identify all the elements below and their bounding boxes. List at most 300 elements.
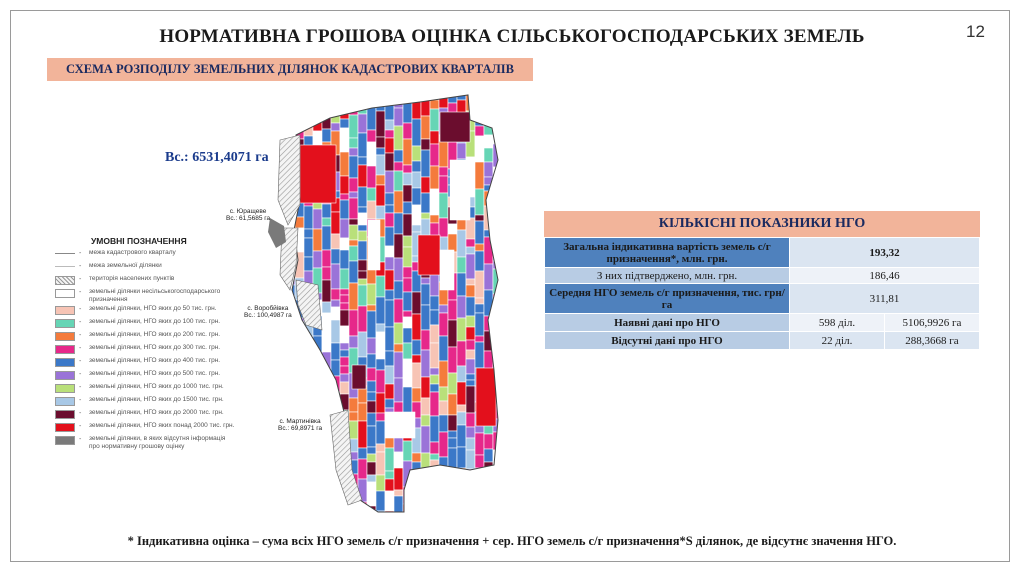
land-parcel (394, 436, 403, 452)
legend-swatch (55, 358, 75, 367)
land-parcel (448, 373, 457, 394)
land-parcel (322, 226, 331, 250)
land-parcel (340, 357, 349, 366)
land-parcel (475, 126, 484, 136)
legend-dash: - (79, 410, 82, 417)
legend-item (55, 344, 235, 355)
land-parcel (349, 178, 358, 192)
land-parcel (376, 324, 385, 332)
land-parcel (331, 477, 340, 496)
land-parcel (367, 338, 376, 354)
land-parcel (322, 267, 331, 280)
land-parcel (304, 485, 313, 501)
land-parcel (358, 459, 367, 479)
land-parcel (493, 105, 502, 120)
land-parcel (358, 165, 367, 187)
land-parcel (304, 367, 313, 377)
land-parcel (412, 355, 421, 363)
land-parcel (304, 440, 313, 460)
land-parcel (367, 392, 376, 401)
land-parcel (286, 389, 295, 398)
land-parcel (349, 225, 358, 240)
row-label: Загальна індикативна вартість земель с/г призначення*, млн. грн. (545, 238, 790, 268)
land-parcel (439, 92, 448, 108)
land-parcel (394, 281, 403, 299)
land-parcel (385, 193, 394, 205)
land-parcel (340, 295, 349, 303)
land-parcel (475, 215, 484, 221)
land-parcel (484, 449, 493, 462)
legend-label: межа кадастрового кварталу (89, 249, 176, 256)
land-parcel (331, 496, 340, 503)
land-parcel (376, 359, 385, 370)
land-parcel (286, 494, 295, 509)
land-parcel (403, 441, 412, 461)
table-row (545, 314, 980, 332)
legend-dash: - (79, 436, 82, 443)
legend-item (55, 370, 235, 381)
land-parcel (349, 246, 358, 261)
land-parcel (340, 238, 349, 250)
land-parcel (340, 303, 349, 310)
land-parcel (466, 247, 475, 254)
stats-table-panel (544, 211, 980, 350)
land-parcel (421, 92, 430, 116)
land-parcel (448, 415, 457, 431)
land-parcel (403, 123, 412, 139)
land-parcel (430, 296, 439, 310)
land-parcel (412, 292, 421, 314)
land-parcel (376, 148, 385, 155)
legend-item (55, 305, 235, 316)
land-parcel (394, 496, 403, 523)
land-parcel (394, 92, 403, 102)
land-parcel (367, 368, 376, 381)
row-label: Середня НГО земель с/г призначення, тис. грн/га (545, 284, 790, 314)
land-parcel (412, 225, 421, 232)
land-parcel (367, 311, 376, 338)
land-parcel (322, 338, 331, 352)
land-parcel (412, 92, 421, 102)
legend-swatch (55, 319, 75, 328)
land-parcel (484, 135, 493, 148)
land-parcel (430, 189, 439, 215)
legend-item (55, 331, 235, 342)
row-value: 193,32 (790, 238, 980, 268)
land-parcel (349, 261, 358, 283)
land-parcel (394, 171, 403, 191)
land-parcel (439, 482, 448, 501)
total-area-label: Вс.: 6531,4071 га (165, 150, 269, 165)
land-parcel (457, 296, 466, 318)
legend-label: земельні ділянки, НГО яких до 400 тис. грн. (89, 357, 221, 364)
land-parcel (457, 447, 466, 468)
land-parcel (367, 482, 376, 506)
legend-item (55, 435, 235, 450)
stats-table-header: КІЛЬКІСНІ ПОКАЗНИКИ НГО (544, 211, 980, 237)
land-parcel (439, 501, 448, 519)
land-parcel (340, 366, 349, 374)
land-parcel (412, 172, 421, 188)
land-parcel (322, 115, 331, 129)
legend-swatch (55, 276, 75, 285)
land-parcel (430, 131, 439, 144)
land-parcel (475, 244, 484, 251)
land-parcel (352, 365, 366, 389)
land-parcel (394, 468, 403, 490)
land-parcel (376, 511, 385, 533)
land-parcel (304, 92, 313, 103)
land-parcel (403, 311, 412, 317)
land-parcel (313, 463, 322, 487)
land-parcel (475, 136, 484, 162)
land-parcel (313, 209, 322, 229)
land-parcel (340, 310, 349, 326)
land-parcel (340, 194, 349, 200)
land-parcel (295, 397, 304, 404)
land-parcel (349, 240, 358, 246)
land-parcel (457, 412, 466, 425)
legend-swatch (55, 306, 75, 315)
land-parcel (304, 353, 313, 360)
legend-label: земельні ділянки, НГО яких до 300 тис. грн. (89, 344, 221, 351)
land-parcel (304, 460, 313, 485)
land-parcel (340, 219, 349, 238)
land-parcel (457, 491, 466, 497)
land-parcel (457, 230, 466, 257)
land-parcel (430, 472, 439, 495)
land-parcel (349, 421, 358, 439)
land-parcel (385, 227, 394, 246)
land-parcel (358, 92, 367, 103)
land-parcel (358, 279, 367, 285)
land-parcel (385, 138, 394, 153)
land-parcel (412, 502, 421, 520)
land-parcel (439, 415, 448, 432)
land-parcel (376, 421, 385, 444)
land-parcel (376, 297, 385, 324)
legend-label: земельні ділянки, НГО яких понад 2000 тис. грн. (89, 422, 235, 429)
land-parcel (475, 433, 484, 455)
land-parcel (295, 362, 304, 373)
land-parcel (394, 108, 403, 126)
table-row (545, 284, 980, 314)
land-parcel (457, 257, 466, 273)
land-parcel (286, 371, 295, 389)
land-parcel (295, 92, 304, 112)
legend-swatch (55, 384, 75, 393)
land-parcel (403, 92, 412, 100)
land-parcel (421, 305, 430, 330)
legend-dash: - (79, 397, 82, 404)
land-parcel (403, 278, 412, 292)
land-parcel (421, 116, 430, 139)
land-parcel (304, 398, 313, 415)
land-parcel (421, 193, 430, 213)
land-parcel (322, 99, 331, 115)
land-parcel (457, 143, 466, 159)
land-parcel (313, 378, 322, 405)
land-parcel (403, 371, 412, 387)
land-parcel (412, 146, 421, 161)
land-parcel (322, 382, 331, 390)
land-parcel (385, 100, 394, 120)
land-parcel (349, 198, 358, 219)
legend-swatch (55, 345, 75, 354)
subtitle-banner: СХЕМА РОЗПОДІЛУ ЗЕМЕЛЬНИХ ДІЛЯНОК КАДАСТРОВИХ КВАРТАЛІВ (47, 58, 533, 81)
land-parcel (367, 462, 376, 475)
land-parcel (331, 92, 340, 105)
land-parcel (331, 249, 340, 264)
legend-items (55, 249, 235, 450)
land-parcel (331, 289, 340, 300)
land-parcel (322, 502, 331, 529)
land-parcel (475, 271, 484, 298)
land-parcel (304, 112, 313, 119)
land-parcel (439, 432, 448, 457)
land-parcel (322, 390, 331, 408)
land-parcel (340, 250, 349, 269)
land-parcel (331, 307, 340, 320)
settlement-area (296, 280, 322, 330)
land-parcel (484, 230, 493, 237)
land-parcel (358, 187, 367, 207)
legend-swatch (55, 371, 75, 380)
land-parcel (430, 368, 439, 375)
land-parcel (421, 377, 430, 398)
land-parcel (475, 304, 484, 313)
land-parcel (403, 247, 412, 267)
land-parcel (385, 511, 394, 531)
legend-item (55, 357, 235, 368)
land-parcel (394, 126, 403, 150)
row-value: 186,46 (790, 268, 980, 284)
land-parcel (385, 366, 394, 384)
legend-dash: - (79, 358, 82, 365)
row-label: З них підтверджено, млн. грн. (545, 268, 790, 284)
land-parcel (493, 212, 502, 221)
land-parcel (448, 481, 457, 503)
legend-label: земельні ділянки, в яких відсутня інформація про нормативну грошову оцінку (89, 435, 226, 450)
land-parcel (493, 192, 502, 205)
legend-dash: - (79, 384, 82, 391)
land-parcel (439, 336, 448, 361)
land-parcel (385, 213, 394, 227)
land-parcel (295, 318, 304, 331)
land-parcel (403, 202, 412, 214)
legend-item (55, 249, 235, 260)
land-parcel (340, 382, 349, 394)
land-parcel (367, 92, 376, 104)
land-parcel (493, 494, 502, 516)
land-parcel (340, 506, 349, 522)
land-parcel (439, 313, 448, 336)
land-parcel (394, 452, 403, 468)
land-parcel (295, 477, 304, 498)
land-parcel (394, 258, 403, 281)
land-parcel (457, 468, 466, 491)
village-label-vorobyivka (244, 305, 292, 319)
land-parcel (430, 144, 439, 166)
legend-swatch (55, 423, 75, 432)
land-parcel (430, 375, 439, 384)
land-parcel (394, 150, 403, 162)
land-parcel (385, 491, 394, 511)
land-parcel (313, 108, 322, 131)
land-parcel (466, 218, 475, 239)
land-parcel (466, 285, 475, 297)
land-parcel (493, 92, 502, 105)
land-parcel (421, 350, 430, 377)
row-value: 311,81 (790, 284, 980, 314)
land-parcel (367, 201, 376, 219)
land-parcel (475, 189, 484, 215)
land-parcel (466, 413, 475, 427)
land-parcel (304, 432, 313, 440)
land-parcel (493, 234, 502, 252)
land-parcel (448, 503, 457, 519)
page-number: 12 (966, 22, 985, 41)
land-parcel (358, 213, 367, 225)
land-parcel (484, 148, 493, 162)
land-parcel (358, 306, 367, 332)
land-parcel (466, 386, 475, 413)
land-parcel (493, 205, 502, 212)
land-parcel (466, 359, 475, 374)
land-parcel (358, 332, 367, 357)
land-parcel (358, 133, 367, 157)
land-parcel (466, 350, 475, 359)
land-parcel (286, 92, 295, 108)
legend-dash: - (79, 289, 82, 296)
land-parcel (349, 192, 358, 198)
land-parcel (403, 387, 412, 413)
land-parcel (457, 318, 466, 341)
legend-swatch (55, 266, 75, 267)
land-parcel (304, 377, 313, 383)
land-parcel (466, 279, 475, 285)
land-parcel (367, 426, 376, 447)
land-parcel (286, 347, 295, 356)
land-parcel (430, 454, 439, 460)
land-parcel (376, 92, 385, 111)
land-parcel (448, 431, 457, 438)
village-label-martynivka (278, 418, 322, 432)
village-name: с. Мартинівка (279, 418, 321, 425)
land-parcel (403, 214, 412, 236)
land-parcel (367, 413, 376, 426)
land-parcel (412, 453, 421, 462)
land-parcel (367, 354, 376, 368)
land-parcel (430, 215, 439, 223)
land-parcel (475, 110, 484, 117)
land-parcel (313, 229, 322, 251)
land-parcel (493, 176, 502, 192)
village-area: Вс.: 61,5685 га (226, 215, 271, 222)
land-parcel (439, 473, 448, 482)
table-row (545, 332, 980, 350)
land-parcel (466, 297, 475, 316)
land-parcel (466, 380, 475, 386)
land-parcel (304, 238, 313, 257)
land-parcel (358, 225, 367, 231)
land-parcel (412, 188, 421, 205)
land-parcel (295, 373, 304, 379)
land-parcel (475, 484, 484, 491)
land-parcel (484, 290, 493, 316)
legend-label: земельні ділянки, НГО яких до 1000 тис. грн. (89, 383, 224, 390)
land-parcel (367, 166, 376, 188)
land-parcel (304, 360, 313, 367)
land-parcel (295, 498, 304, 518)
land-parcel (394, 344, 403, 352)
land-parcel (295, 331, 304, 341)
land-parcel (430, 442, 439, 454)
land-parcel (403, 185, 412, 202)
row-area: 288,3668 га (885, 332, 980, 350)
land-parcel (448, 234, 457, 252)
land-parcel (340, 176, 349, 194)
land-parcel (358, 157, 367, 165)
land-parcel (475, 342, 484, 368)
land-parcel (385, 412, 415, 438)
legend-dash: - (79, 345, 82, 352)
legend-label: земельні ділянки, НГО яких до 100 тис. грн. (89, 318, 221, 325)
land-parcel (450, 160, 470, 220)
land-parcel (439, 141, 448, 167)
land-parcel (403, 267, 412, 278)
land-parcel (322, 420, 331, 433)
land-parcel (439, 176, 448, 193)
land-parcel (475, 455, 484, 468)
land-parcel (367, 142, 376, 166)
land-parcel (367, 381, 376, 392)
village-name: с. Юращеве (229, 208, 267, 215)
land-parcel (421, 177, 430, 193)
land-parcel (385, 290, 394, 300)
land-parcel (331, 320, 340, 343)
land-parcel (421, 415, 430, 426)
land-parcel (412, 475, 421, 486)
land-parcel (349, 310, 358, 336)
land-parcel (466, 450, 475, 469)
land-parcel (295, 446, 304, 471)
land-parcel (376, 175, 385, 185)
land-parcel (421, 330, 430, 350)
land-parcel (349, 156, 358, 178)
land-parcel (367, 188, 376, 201)
land-parcel (493, 432, 502, 450)
legend-label: земельні ділянки, НГО яких до 500 тис. грн. (89, 370, 221, 377)
land-parcel (448, 448, 457, 473)
land-parcel (304, 229, 313, 238)
land-parcel (331, 264, 340, 289)
land-parcel (313, 444, 322, 463)
land-parcel (331, 123, 340, 131)
land-parcel (385, 205, 394, 213)
land-parcel (430, 109, 439, 131)
village-label-yurashcheve (226, 208, 270, 222)
land-parcel (304, 342, 313, 353)
land-parcel (322, 218, 331, 226)
land-parcel (448, 347, 457, 373)
land-parcel (412, 363, 421, 388)
land-parcel (358, 231, 367, 241)
land-parcel (385, 384, 394, 399)
land-parcel (286, 116, 295, 131)
land-parcel (376, 185, 385, 206)
land-parcel (466, 316, 475, 327)
